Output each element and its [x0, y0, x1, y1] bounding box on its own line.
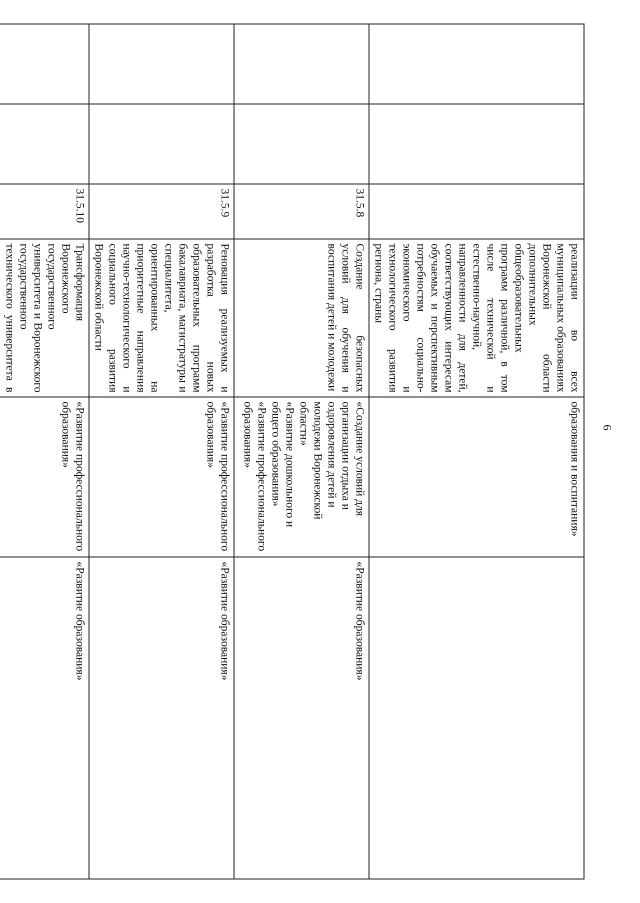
row-program: «Развитие образования»	[89, 557, 234, 879]
row-code: 31.5.9	[89, 184, 234, 239]
blank-cell	[89, 24, 234, 104]
row-event: Реновация реализуемых и разработка новых образовательных программ бакалавриата, магистратуры и специалитета, ориентированных на приоритетные направления научно-технологического и социального развития Воронежской области	[89, 239, 234, 397]
row-subprograms: «Развитие профессионального образования»	[0, 397, 89, 557]
blank-cell	[89, 104, 234, 184]
row-subprograms: «Создание условий для организации отдыха и оздоровления детей и молодежи Воронежской области» «Развитие дошкольного и общего образования» «Развитие профессионального образования»	[234, 397, 369, 557]
page-number: 6	[600, 424, 615, 431]
row-code: 31.5.10	[0, 184, 89, 239]
measures-table	[0, 24, 584, 880]
measures-table-sheet	[3, 24, 584, 879]
row-program: «Развитие образования»	[234, 557, 369, 879]
row-code	[369, 184, 584, 239]
row-event: реализации во всех муниципальных образованиях Воронежской области дополнительных общеобразовательных программ различной, в том числе технической и естественно-научной, направленности для детей, соответствующих интересам обучаемых и перспективным потребностям социально-экономического и технологического развития региона, страны	[369, 239, 584, 397]
row-program	[369, 557, 584, 879]
row-program: «Развитие образования»	[0, 557, 89, 879]
blank-cell	[234, 24, 369, 104]
row-subprograms: образования и воспитания»	[369, 397, 584, 557]
table-row	[89, 24, 234, 879]
blank-cell	[234, 104, 369, 184]
blank-cell	[0, 24, 89, 104]
row-event: Создание безопасных условий для обучения и воспитания детей и молодежи	[234, 239, 369, 397]
row-subprograms: «Развитие профессионального образования»	[89, 397, 234, 557]
blank-cell	[369, 24, 584, 104]
table-row	[234, 24, 369, 879]
blank-cell	[0, 104, 89, 184]
table-row	[369, 24, 584, 879]
table-row	[0, 24, 89, 879]
row-code: 31.5.8	[234, 184, 369, 239]
blank-cell	[369, 104, 584, 184]
row-event: Трансформация Воронежского государственного университета и Воронежского государственного технического университета в	[0, 239, 89, 397]
